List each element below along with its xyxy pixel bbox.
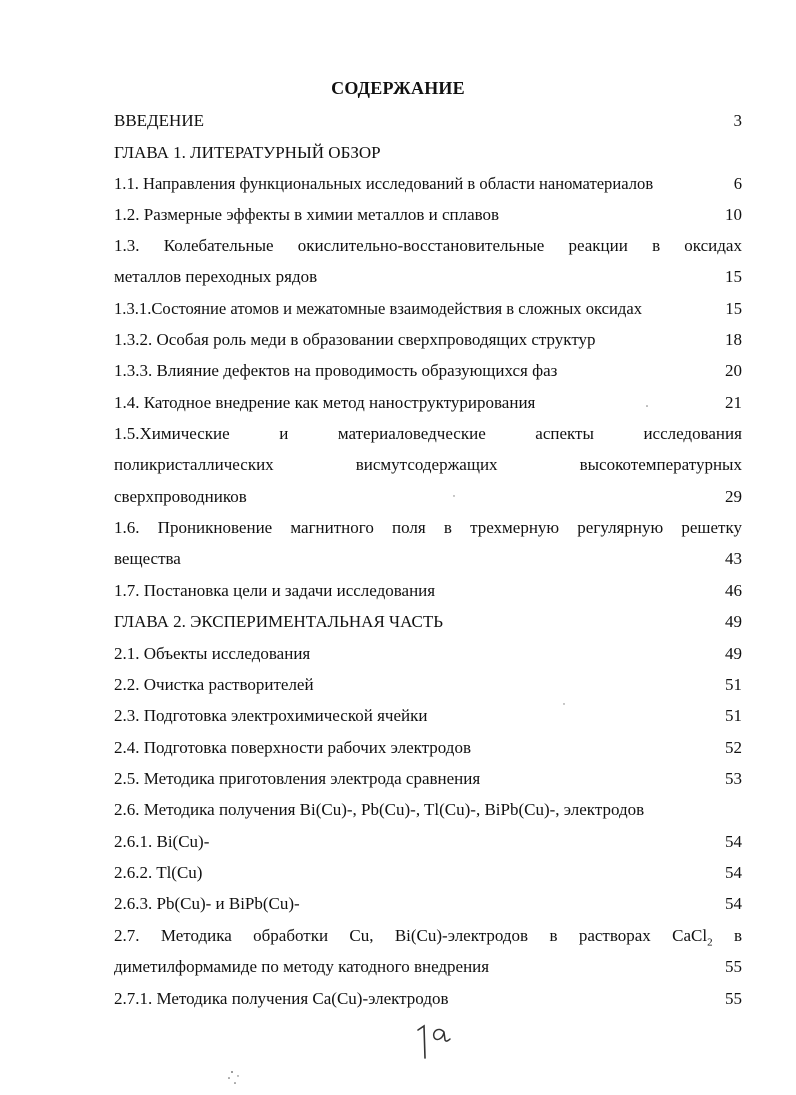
toc-entry-text: металлов переходных рядов (114, 267, 318, 286)
toc-entry-continuation (114, 264, 742, 290)
toc-entry-justified-line (114, 452, 742, 478)
toc-word: окислительно-восстановительные (297, 236, 545, 255)
formula-subscript: 2 (707, 936, 713, 949)
toc-word: в (652, 236, 661, 255)
toc-word: 1.3. (114, 236, 140, 255)
toc-word: висмутсодержащих (355, 455, 498, 474)
toc-entry (114, 296, 742, 322)
toc-chapter-heading (114, 140, 742, 166)
toc-entry (114, 891, 742, 917)
scan-speck (645, 404, 649, 408)
page-title: СОДЕРЖАНИЕ (331, 78, 465, 98)
toc-word: оксидах (684, 236, 742, 255)
toc-entry (114, 735, 742, 761)
toc-entry-justified-line (114, 923, 742, 949)
formula-cacl: CaCl (672, 926, 708, 945)
toc-entry (114, 641, 742, 667)
toc-entry-text: сверхпроводников (114, 487, 247, 506)
toc-entry-text: 1.3.1.Состояние атомов и межатомные взаимодействия в сложных оксидах (114, 299, 642, 318)
toc-word: трехмерную (470, 518, 560, 537)
toc-word: материаловедческие (337, 424, 486, 443)
toc-entry-text: вещества (114, 549, 181, 568)
toc-entry-page: 15 (725, 299, 742, 318)
toc-word: и (279, 424, 289, 443)
toc-entry-page: 49 (725, 644, 742, 663)
toc-entry-page: 54 (725, 894, 742, 913)
toc-entry (114, 860, 742, 886)
toc-entry-text: диметилформамиде по методу катодного внедрения (114, 957, 490, 976)
toc-entry-text: 1.3.2. Особая роль меди в образовании сверхпроводящих структур (114, 330, 596, 349)
toc-entry-page: 10 (725, 205, 742, 224)
toc-entry-continuation (114, 484, 742, 510)
toc-entry-page: 20 (725, 361, 742, 380)
toc-word: высокотемпературных (579, 455, 742, 474)
toc-word: магнитного (290, 518, 374, 537)
scan-speck (562, 702, 566, 706)
toc-entry-page: 51 (725, 706, 742, 725)
toc-word: в (733, 926, 742, 945)
toc-word: 1.6. (114, 518, 140, 537)
toc-entry-page: 15 (725, 267, 742, 286)
toc-entry (114, 202, 742, 228)
toc-entry-text: 2.6.1. Bi(Cu)- (114, 832, 210, 851)
toc-word: Cu, (349, 926, 374, 945)
toc-entry-text: 2.6. Методика получения Bi(Cu)-, Pb(Cu)-, Tl(Cu)-, BiPb(Cu)-, электродов (114, 800, 645, 819)
toc-entry-justified-line (114, 421, 742, 447)
toc-word: решетку (681, 518, 742, 537)
toc-entry (114, 986, 742, 1012)
toc-entry-text: 2.5. Методика приготовления электрода сравнения (114, 769, 481, 788)
toc-entry-text: 1.1. Направления функциональных исследований в области наноматериалов (114, 174, 654, 193)
toc-entry (114, 672, 742, 698)
toc-word: в (549, 926, 558, 945)
toc-entry (114, 578, 742, 604)
toc-entry-text: 1.4. Катодное внедрение как метод наноструктурирования (114, 393, 536, 412)
toc-entry (114, 766, 742, 792)
toc-entry-text: 2.6.3. Pb(Cu)- и BiPb(Cu)- (114, 894, 300, 913)
toc-entry (114, 390, 742, 416)
toc-word: Bi(Cu)-электродов (394, 926, 529, 945)
toc-entry-page: 18 (725, 330, 742, 349)
toc-entry-continuation (114, 546, 742, 572)
toc-entry-text: 1.2. Размерные эффекты в химии металлов и сплавов (114, 205, 500, 224)
toc-word: поля (392, 518, 426, 537)
toc-word: Колебательные (163, 236, 274, 255)
toc-entry (114, 327, 742, 353)
toc-entry-justified-line (114, 515, 742, 541)
toc-chapter-heading (114, 609, 742, 635)
toc-word: реакции (568, 236, 628, 255)
toc-word: регулярную (577, 518, 664, 537)
toc-entry-page: 51 (725, 675, 742, 694)
toc-entry-justified-line (114, 233, 742, 259)
toc-word: Методика (160, 926, 232, 945)
toc-entry (114, 171, 742, 197)
toc-entry-page: 54 (725, 832, 742, 851)
toc-entry (114, 703, 742, 729)
toc-entry-text: ВВЕДЕНИЕ (114, 111, 204, 130)
toc-entry-text: 2.3. Подготовка электрохимической ячейки (114, 706, 428, 725)
toc-entry-text: 1.3.3. Влияние дефектов на проводимость образующихся фаз (114, 361, 558, 380)
toc-entry-page: 49 (725, 612, 742, 631)
toc-word: 1.5.Химические (114, 424, 230, 443)
toc-entry (114, 108, 742, 134)
toc-entry-page: 43 (725, 549, 742, 568)
toc-entry-page: 52 (725, 738, 742, 757)
toc-entry-page: 55 (725, 957, 742, 976)
toc-entry-page: 46 (725, 581, 742, 600)
toc-entry-text: 2.7.1. Методика получения Ca(Cu)-электродов (114, 989, 449, 1008)
toc-entry-text: 2.6.2. Tl(Cu) (114, 863, 203, 882)
toc-entry-page: 54 (725, 863, 742, 882)
toc-entry-page: 21 (725, 393, 742, 412)
toc-word: обработки (253, 926, 329, 945)
toc-entry-text: 2.2. Очистка растворителей (114, 675, 314, 694)
toc-entry-page: 3 (733, 111, 742, 130)
toc-entry-page: 53 (725, 769, 742, 788)
toc-word: в (443, 518, 452, 537)
toc-entry-text: 2.1. Объекты исследования (114, 644, 311, 663)
scan-speck (452, 494, 456, 498)
toc-word-formula (672, 923, 712, 949)
handwritten-page-number (408, 1016, 468, 1066)
toc-word: 2.7. (114, 926, 140, 945)
toc-entry-page: 6 (733, 174, 742, 193)
toc-entry-continuation (114, 954, 742, 980)
toc-word: аспекты (535, 424, 594, 443)
toc-entry (114, 358, 742, 384)
toc-entry-text: ГЛАВА 1. ЛИТЕРАТУРНЫЙ ОБЗОР (114, 143, 381, 162)
toc-word: поликристаллических (114, 455, 274, 474)
toc-entry-text: 2.4. Подготовка поверхности рабочих электродов (114, 738, 471, 757)
toc-entry (114, 829, 742, 855)
toc-word: Проникновение (157, 518, 273, 537)
toc-word: исследования (643, 424, 742, 443)
toc-entry-page: 55 (725, 989, 742, 1008)
toc-entry-text: ГЛАВА 2. ЭКСПЕРИМЕНТАЛЬНАЯ ЧАСТЬ (114, 612, 444, 631)
toc-entry-page: 29 (725, 487, 742, 506)
toc-entry-text: 1.7. Постановка цели и задачи исследования (114, 581, 436, 600)
toc-entry (114, 797, 742, 823)
scan-specks (226, 1068, 250, 1088)
toc-word: растворах (578, 926, 651, 945)
